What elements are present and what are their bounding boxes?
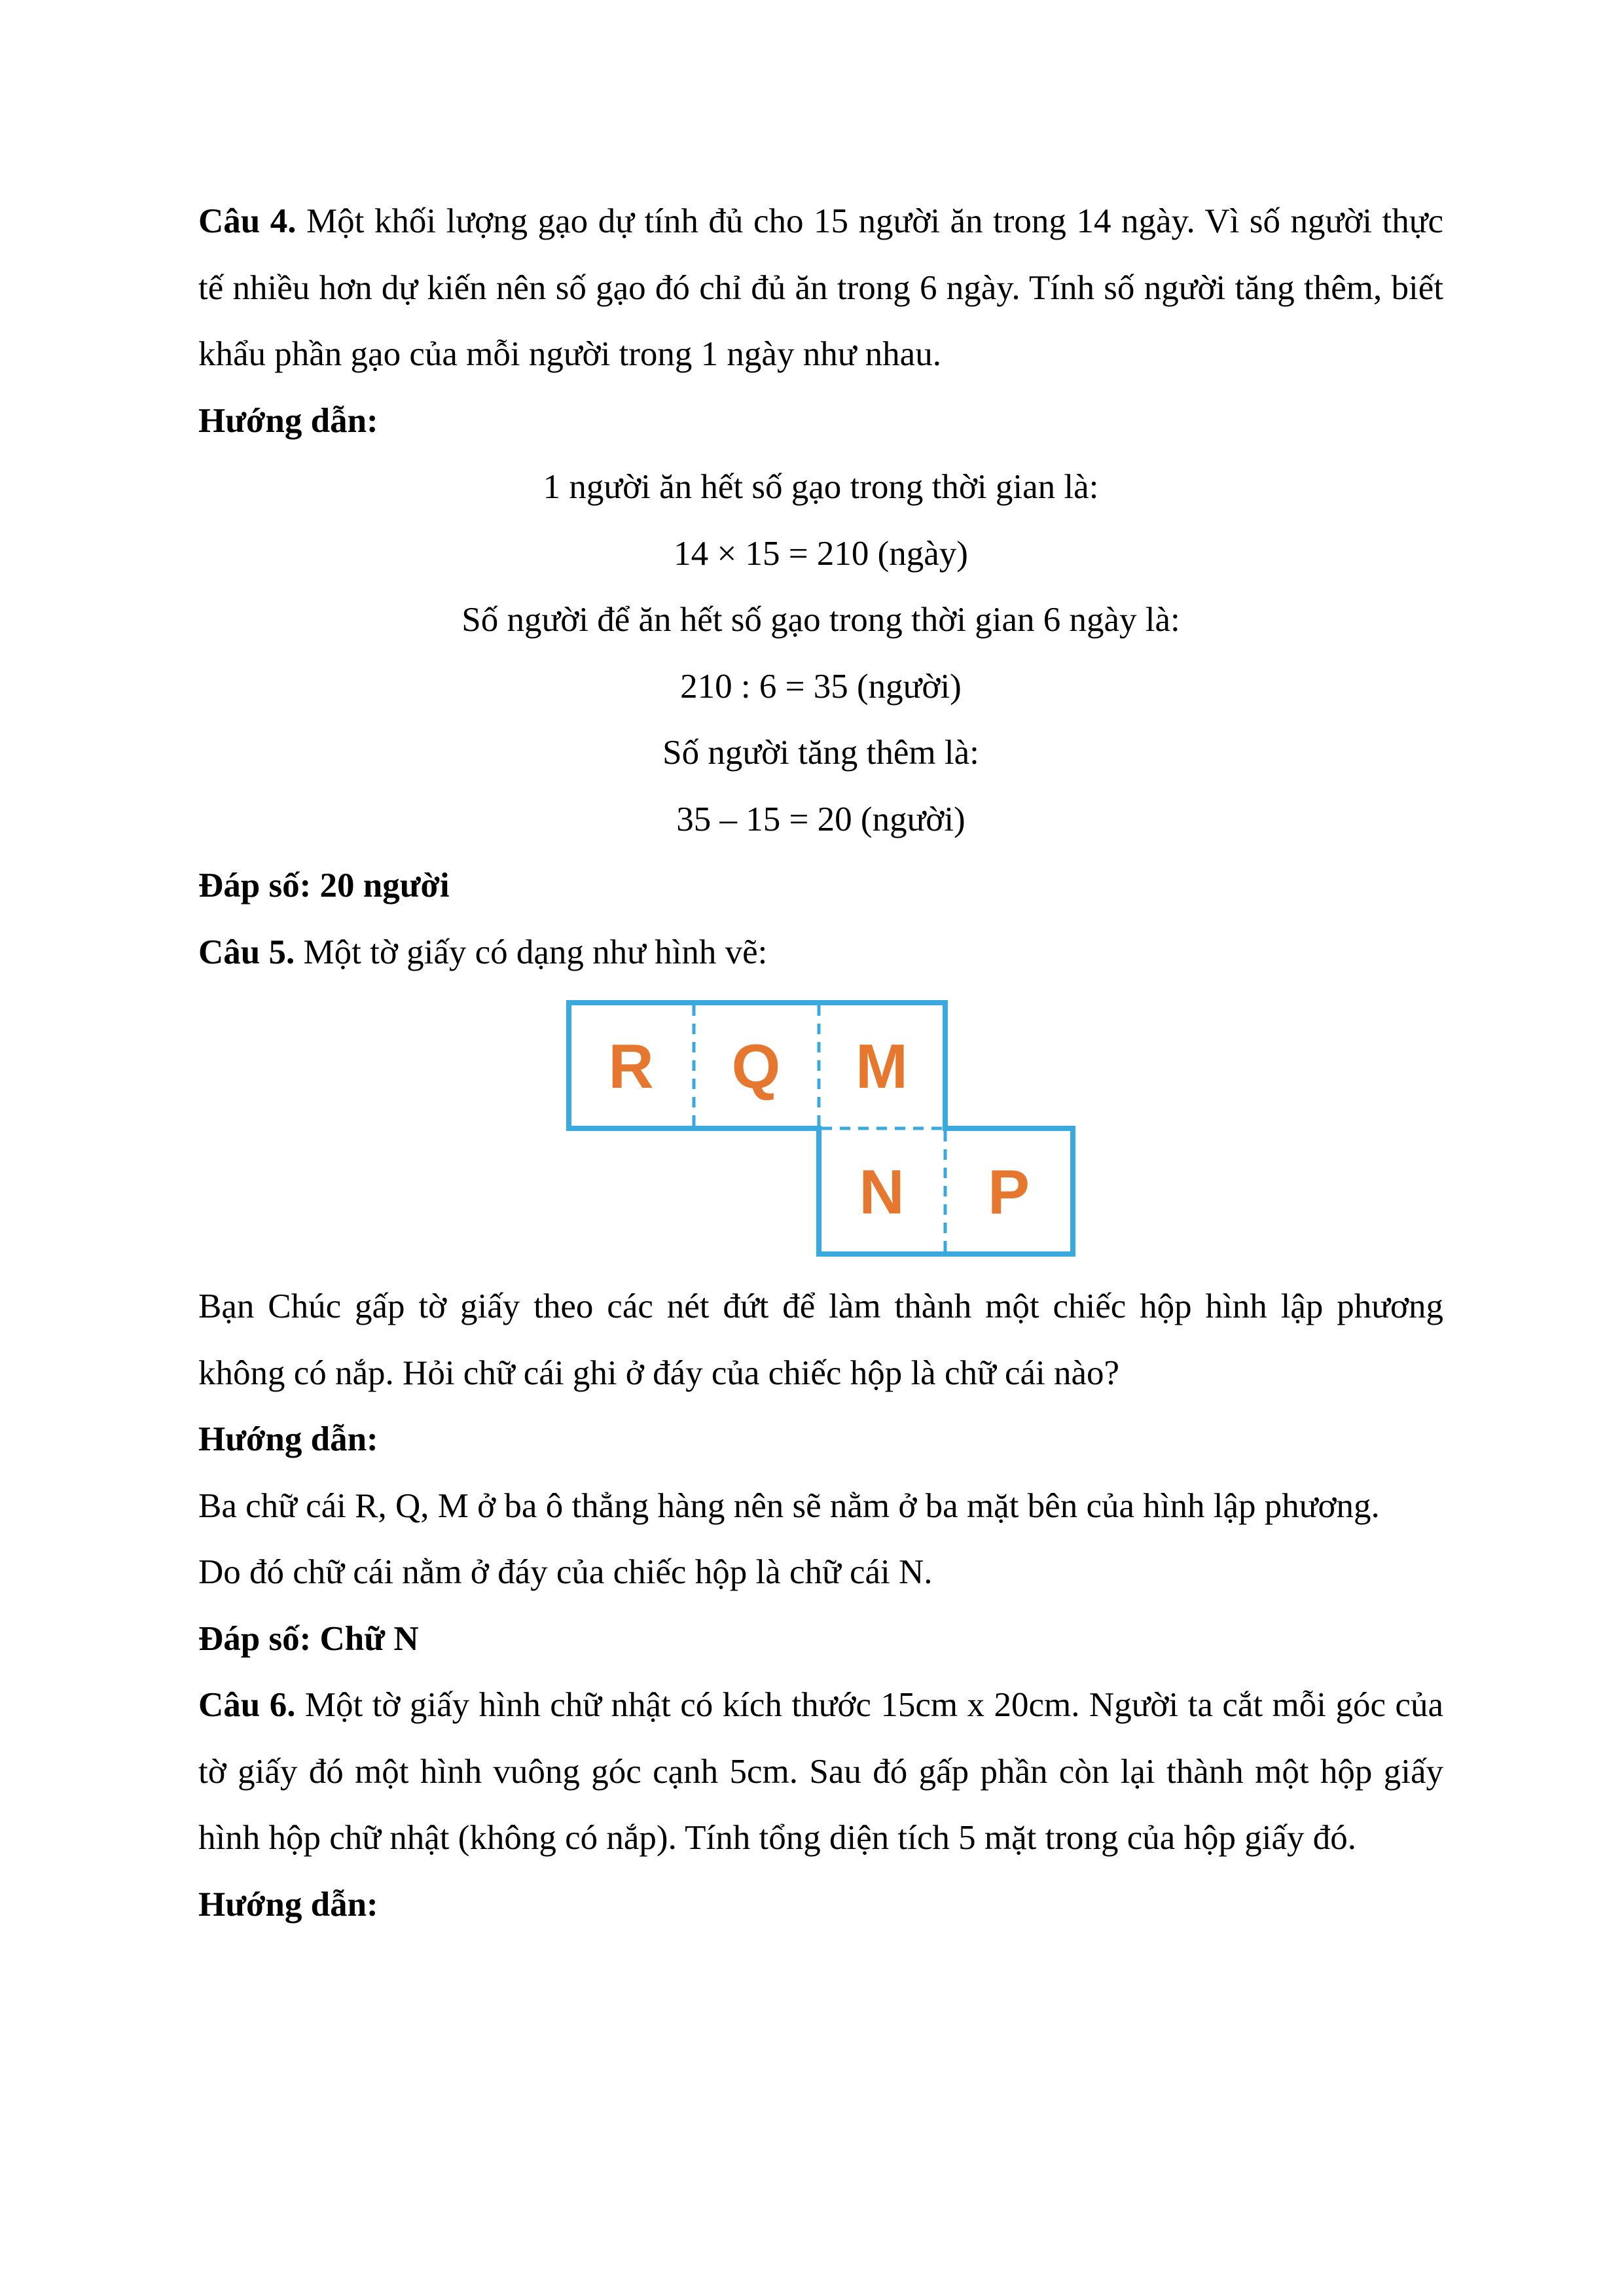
document-page bbox=[198, 188, 1443, 1938]
question-4-answer: Đáp số: 20 người bbox=[198, 867, 450, 905]
question-5 bbox=[198, 920, 1443, 986]
question-4-label: Câu 4. bbox=[198, 202, 297, 240]
question-4 bbox=[198, 188, 1443, 388]
question-5-explanation-1: Ba chữ cái R, Q, M ở ba ô thẳng hàng nên sẽ nằm ở ba mặt bên của hình lập phương. bbox=[198, 1486, 1380, 1525]
question-5-answer: Đáp số: Chữ N bbox=[198, 1619, 419, 1658]
letter-q: Q bbox=[731, 1031, 781, 1102]
letter-n: N bbox=[859, 1157, 905, 1227]
question-5-guide-heading: Hướng dẫn: bbox=[198, 1420, 378, 1458]
letter-r: R bbox=[608, 1031, 654, 1102]
question-5-text: Một tờ giấy có dạng như hình vẽ: bbox=[295, 933, 768, 971]
question-5-label: Câu 5. bbox=[198, 933, 295, 971]
q4-step-6: 35 – 15 = 20 (người) bbox=[676, 800, 965, 838]
letter-p: P bbox=[987, 1157, 1030, 1227]
question-4-text: Một khối lượng gạo dự tính đủ cho 15 người ăn trong 14 ngày. Vì số người thực tế nhiều hơn dự kiến nên số gạo đó chỉ đủ ăn trong 6 ngày. Tính số người tăng thêm, biết khẩu phần gạo của mỗi người trong 1 ngày như nhau. bbox=[198, 202, 1443, 373]
q4-step-4: 210 : 6 = 35 (người) bbox=[680, 667, 962, 706]
question-6 bbox=[198, 1672, 1443, 1872]
letter-m: M bbox=[856, 1031, 908, 1102]
cube-net-figure bbox=[198, 986, 1443, 1274]
question-6-guide-heading: Hướng dẫn: bbox=[198, 1885, 378, 1924]
cube-net-diagram bbox=[565, 999, 1089, 1261]
question-5-explanation-2: Do đó chữ cái nằm ở đáy của chiếc hộp là chữ cái N. bbox=[198, 1553, 933, 1591]
question-5-question: Bạn Chúc gấp tờ giấy theo các nét đứt để làm thành một chiếc hộp hình lập phương không có nắp. Hỏi chữ cái ghi ở đáy của chiếc hộp là chữ cái nào? bbox=[198, 1287, 1443, 1392]
q4-step-1: 1 người ăn hết số gạo trong thời gian là: bbox=[543, 468, 1099, 506]
question-6-label: Câu 6. bbox=[198, 1686, 296, 1724]
q4-step-2: 14 × 15 = 210 (ngày) bbox=[674, 534, 968, 573]
question-6-text: Một tờ giấy hình chữ nhật có kích thước 15cm x 20cm. Người ta cắt mỗi góc của tờ giấy đó một hình vuông góc cạnh 5cm. Sau đó gấp phần còn lại thành một hộp giấy hình hộp chữ nhật (không có nắp). Tính tổng diện tích 5 mặt trong của hộp giấy đó. bbox=[198, 1686, 1443, 1857]
question-4-guide-heading: Hướng dẫn: bbox=[198, 401, 378, 440]
q4-step-3: Số người để ăn hết số gạo trong thời gian 6 ngày là: bbox=[461, 601, 1180, 639]
q4-step-5: Số người tăng thêm là: bbox=[662, 734, 979, 772]
